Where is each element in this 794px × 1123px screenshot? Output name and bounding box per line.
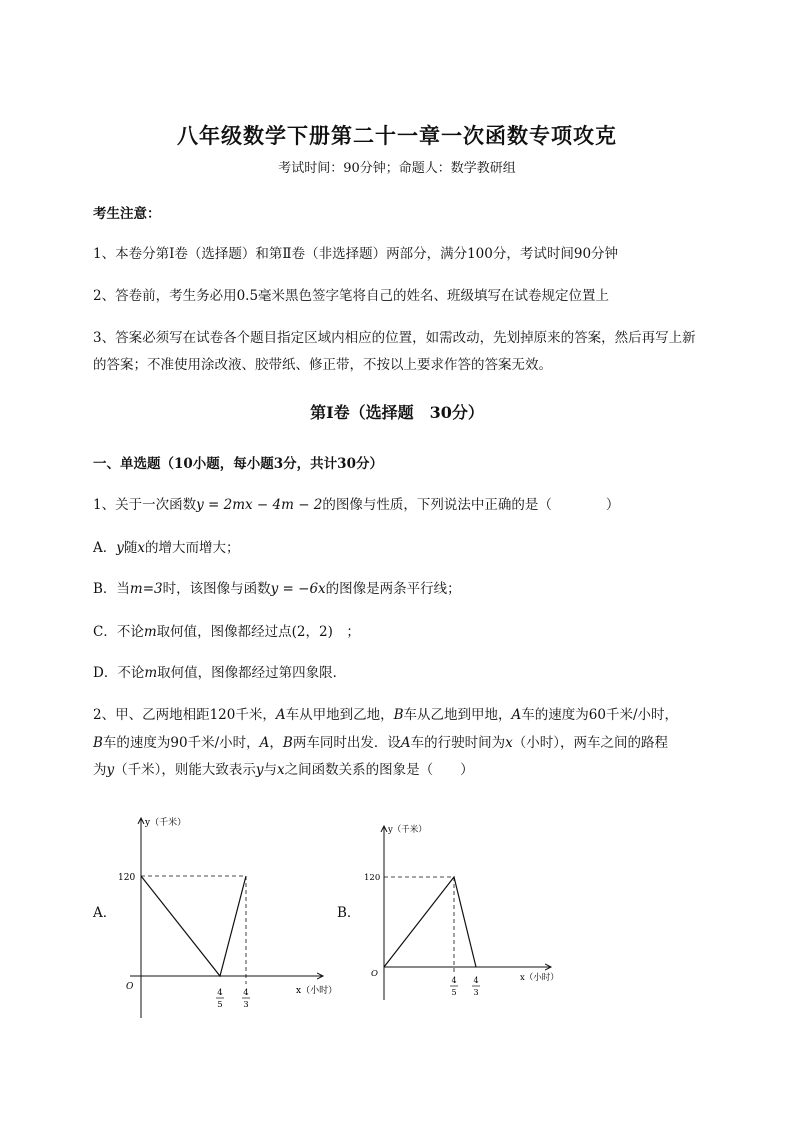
- option-label: B．当: [93, 581, 130, 597]
- option-text: 取何值，图像都经过第四象限．: [157, 665, 347, 681]
- option-label: D．不论: [93, 665, 145, 681]
- q1-formula: y = 2mx − 4m − 2: [196, 497, 323, 513]
- var: y: [116, 540, 124, 556]
- q1-option-a: [93, 536, 240, 556]
- part-heading: 一、单选题（10小题，每小题3分，共计30分）: [93, 456, 383, 472]
- text: 车的速度为60千米/小时，: [521, 707, 679, 723]
- y-tick-label: 120: [118, 873, 136, 883]
- graph-b: [355, 818, 565, 1003]
- var: x: [137, 540, 146, 556]
- option-text: 时，该图像与函数: [162, 581, 271, 597]
- origin-label: O: [126, 982, 134, 992]
- option-text: 随: [123, 540, 138, 556]
- notice-item-3-cont: 的答案；不准使用涂改液、胶带纸、修正带，不按以上要求作答的答案无效。: [93, 357, 552, 373]
- var: B: [93, 735, 103, 751]
- page-title: 八年级数学下册第二十一章一次函数专项攻克: [177, 123, 617, 148]
- y-axis-label: y（千米）: [145, 818, 187, 828]
- y-tick-label: 120: [364, 873, 381, 883]
- option-text: 的增大而增大；: [145, 540, 240, 556]
- question-2-line-3: [93, 758, 474, 778]
- var: x: [505, 735, 513, 751]
- option-label: A．: [93, 540, 117, 556]
- option-text: 的图像是两条平行线；: [325, 581, 461, 597]
- var: m: [143, 624, 157, 640]
- exam-subtitle: 考试时间：90分钟；命题人：数学教研组: [278, 161, 516, 176]
- text: 之间函数关系的图象是（ ）: [284, 762, 474, 778]
- text: 车的行驶时间为: [410, 735, 506, 751]
- x-tick-denominator: 5: [451, 988, 457, 997]
- graph-a: [110, 808, 340, 1028]
- var: A: [400, 735, 411, 751]
- q1-stem-post: 的图像与性质，下列说法中正确的是（ ）: [322, 497, 620, 513]
- var: y: [255, 762, 264, 778]
- var: x: [277, 762, 285, 778]
- x-tick-numerator: 4: [243, 988, 249, 998]
- x-axis-label: x（小时）: [520, 973, 559, 983]
- x-tick-numerator: 4: [451, 976, 457, 985]
- graph-b-option-label: B．: [337, 905, 361, 921]
- notice-heading: 考生注意：: [93, 206, 161, 222]
- question-2-line-1: [93, 703, 678, 723]
- origin-label: O: [371, 969, 378, 979]
- var: B: [282, 735, 293, 751]
- formula: y = −6x: [270, 581, 326, 597]
- text: 两车同时出发．设: [292, 735, 401, 751]
- text: 2、甲、乙两地相距120千米，: [93, 707, 276, 723]
- text: 车从乙地到甲地，: [403, 707, 512, 723]
- graph-line: [384, 877, 476, 967]
- var: m: [144, 665, 158, 681]
- x-tick-denominator: 5: [217, 1000, 223, 1010]
- notice-item-2: 2、答卷前，考生务必用0.5毫米黑色签字笔将自己的姓名、班级填写在试卷规定位置上: [93, 288, 610, 304]
- x-tick-numerator: 4: [473, 976, 479, 985]
- question-1-stem: [93, 493, 619, 513]
- text: 车从甲地到乙地，: [285, 707, 394, 723]
- var: A: [275, 707, 286, 723]
- q1-stem-pre: 1、关于一次函数: [93, 497, 197, 513]
- question-2-line-2: [93, 731, 668, 751]
- notice-item-3: 3、答案必须写在试卷各个题目指定区域内相应的位置，如需改动，先划掉原来的答案，然后再写上新: [93, 330, 696, 346]
- var: m=3: [129, 581, 163, 597]
- text: （小时），两车之间的路程: [512, 735, 668, 751]
- x-tick-denominator: 3: [243, 1000, 249, 1010]
- var: B: [393, 707, 404, 723]
- option-label: C．不论: [93, 624, 144, 640]
- q1-option-d: [93, 661, 346, 681]
- graph-a-option-label: A．: [93, 905, 117, 921]
- x-axis-label: x（小时）: [296, 986, 338, 996]
- var: y: [106, 762, 115, 778]
- text: 为: [93, 762, 107, 778]
- var: A: [259, 735, 270, 751]
- notice-item-1: 1、本卷分第I卷（选择题）和第Ⅱ卷（非选择题）两部分，满分100分，考试时间90分钟: [93, 246, 619, 262]
- section-title: 第I卷（选择题 30分）: [310, 403, 484, 422]
- x-tick-denominator: 3: [473, 988, 479, 997]
- text: 车的速度为90千米/小时，: [102, 735, 260, 751]
- option-text: 取何值，图像都经过点(2，2) ；: [156, 624, 360, 640]
- graph-line: [141, 876, 246, 976]
- text: 与: [263, 762, 278, 778]
- var: A: [511, 707, 522, 723]
- text: （千米），则能大致表示: [114, 762, 256, 778]
- x-tick-numerator: 4: [217, 988, 223, 998]
- text: ，: [269, 735, 283, 751]
- y-axis-label: y（千米）: [388, 825, 427, 835]
- q1-option-c: [93, 620, 360, 640]
- q1-option-b: [93, 577, 461, 597]
